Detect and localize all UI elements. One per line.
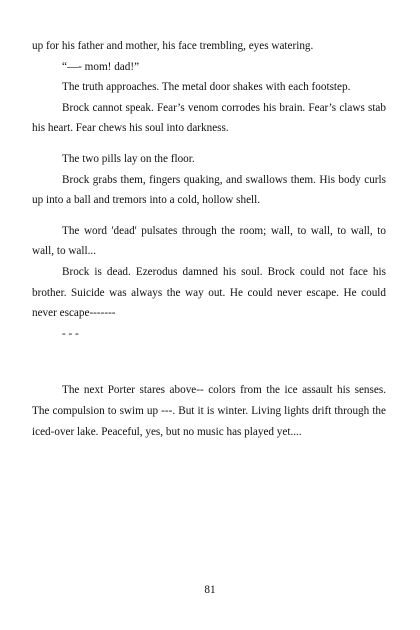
scene-break: - - - — [62, 327, 79, 340]
paragraph: Brock cannot speak. Fear’s venom corrodes his brain. Fear’s claws stab his heart. Fear chews his soul into darkness. — [32, 101, 386, 135]
paragraph: The truth approaches. The metal door shakes with each footstep. — [62, 81, 351, 94]
paragraph: The next Porter stares above-- colors from the ice assault his senses. The compulsion to swim up ---. But it is winter. Living lights drift through the iced-over lake. Peaceful, yes, but no music has played yet.... — [32, 384, 386, 438]
paragraph: up for his father and mother, his face trembling, eyes watering. — [32, 40, 314, 52]
section-spacer — [32, 344, 386, 380]
paragraph: Brock is dead. Ezerodus damned his soul. Brock could not face his brother. Suicide was always the way out. He could never escape. He could never escape------- — [32, 265, 386, 320]
page-number: 81 — [204, 584, 216, 596]
page-body — [32, 36, 386, 442]
paragraph: The word 'dead' pulsates through the room; wall, to wall, to wall, to wall, to wall... — [32, 224, 386, 258]
section-spacer — [32, 139, 386, 149]
paragraph: The two pills lay on the floor. — [62, 152, 195, 165]
section-spacer — [32, 211, 386, 221]
paragraph: “—- mom! dad!” — [62, 60, 140, 73]
paragraph: Brock grabs them, fingers quaking, and swallows them. His body curls up into a ball and tremors into a cold, hollow shell. — [32, 173, 386, 207]
